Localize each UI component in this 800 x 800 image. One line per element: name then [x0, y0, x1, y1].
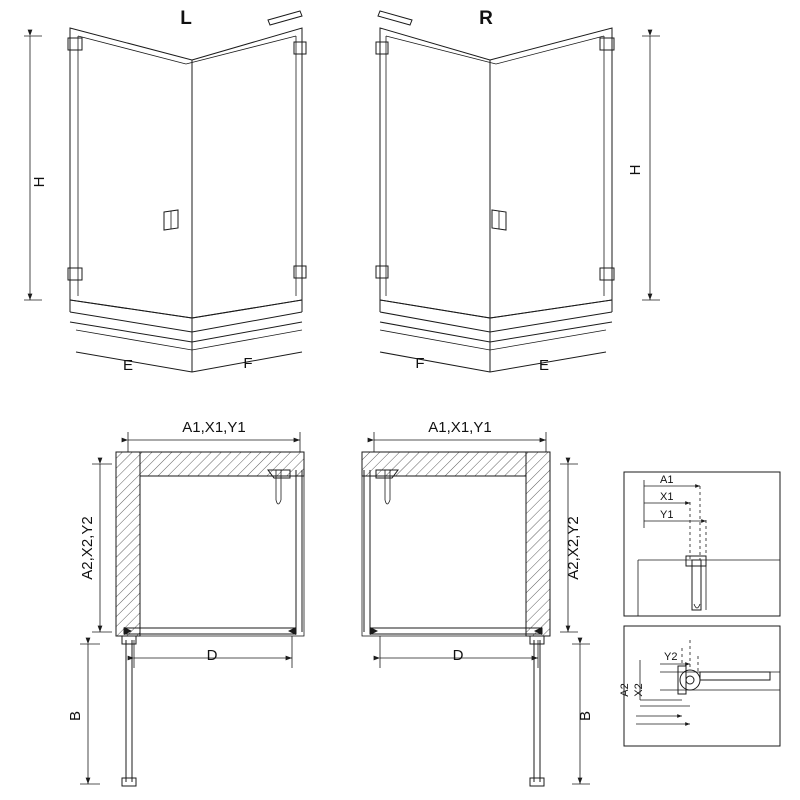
detail-top-label-a1: A1: [660, 474, 674, 486]
detail-bottom-label-y2: Y2: [664, 651, 678, 663]
plan-right-d-dimension-label: D: [452, 647, 464, 664]
plan-left-side-dimension-label: A2,X2,Y2: [79, 516, 96, 580]
elevation-left-height-label: H: [31, 176, 48, 188]
plan-view-left: [67, 419, 304, 786]
plan-right-side-dimension-label: A2,X2,Y2: [565, 516, 582, 580]
elevation-right-panel-f-label: F: [415, 355, 425, 372]
elevation-view-left: [24, 8, 306, 374]
plan-right-b-dimension-label: B: [577, 710, 594, 722]
detail-view-bottom: [619, 626, 780, 746]
plan-left-top-dimension-label: A1,X1,Y1: [182, 419, 246, 436]
plan-left-b-dimension-label: B: [67, 710, 84, 722]
detail-bottom-label-a2: A2: [619, 683, 631, 697]
elevation-right-height-label: H: [627, 164, 644, 176]
plan-left-d-dimension-label: D: [206, 647, 218, 664]
view-title-right: R: [479, 8, 493, 29]
plan-right-top-dimension-label: A1,X1,Y1: [428, 419, 492, 436]
detail-bottom-label-x2: X2: [633, 683, 645, 697]
elevation-left-panel-f-label: F: [243, 355, 253, 372]
plan-view-right: [362, 419, 594, 786]
detail-top-label-y1: Y1: [660, 509, 674, 521]
detail-view-top: [624, 472, 780, 616]
elevation-view-right: [376, 8, 660, 374]
view-title-left: L: [180, 8, 192, 29]
detail-top-label-x1: X1: [660, 491, 674, 503]
elevation-right-panel-e-label: E: [538, 357, 550, 374]
elevation-left-panel-e-label: E: [122, 357, 134, 374]
